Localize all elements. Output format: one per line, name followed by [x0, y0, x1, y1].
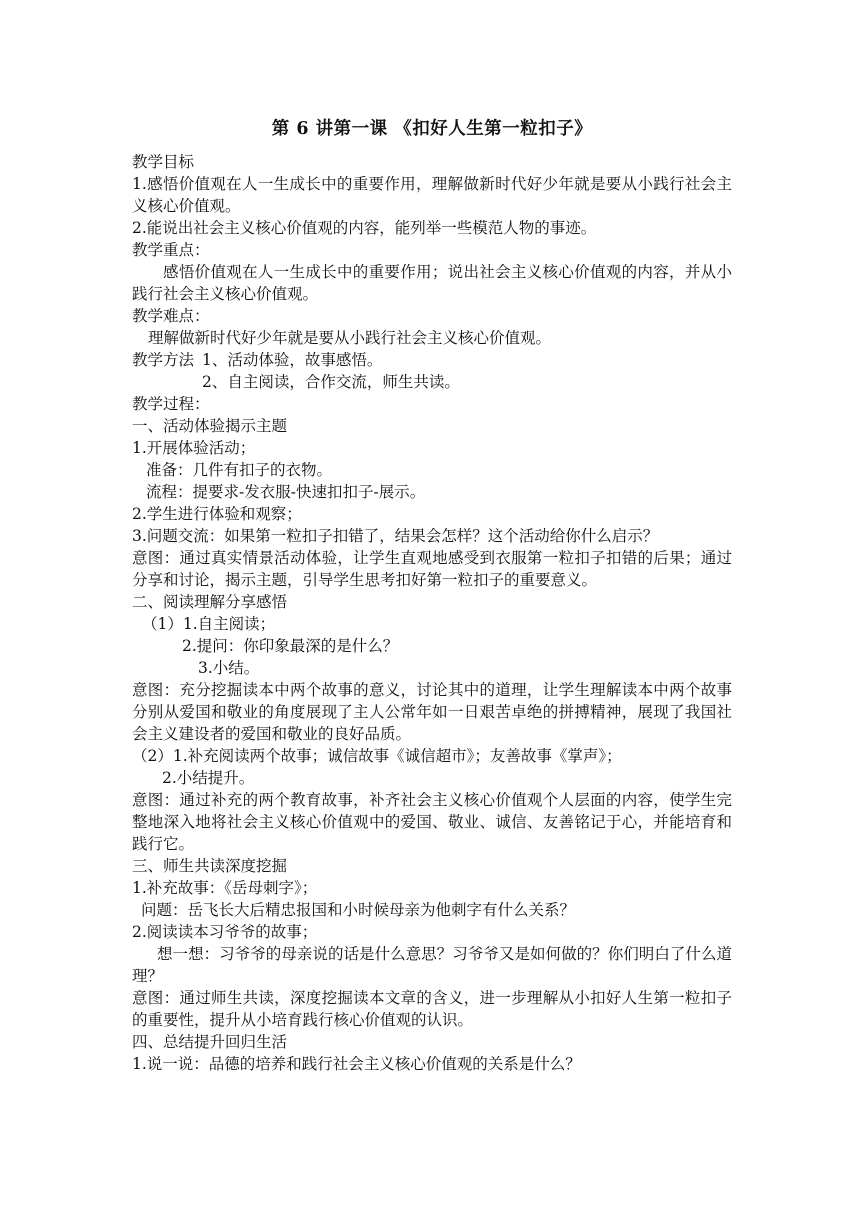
key-points-text: 感悟价值观在人一生成长中的重要作用；说出社会主义核心价值观的内容，并从小践行社会主义核心价值观。 — [132, 263, 732, 303]
method-1: 1、活动体验，故事感悟。 — [202, 351, 383, 369]
step-2-2-2: 2.小结提升。 — [162, 769, 255, 787]
objective-1: 1.感悟价值观在人一生成长中的重要作用，理解做新时代好少年就是要从小践行社会主义核心价值观。 — [132, 175, 732, 215]
part-1-heading: 一、活动体验揭示主题 — [132, 417, 288, 435]
part-3-intent: 意图：通过师生共读，深度挖掘读本文章的含义，进一步理解从小扣好人生第一粒扣子的重要性，提升从小培育践行核心价值观的认识。 — [132, 989, 732, 1029]
section-heading-key-points: 教学重点： — [132, 241, 210, 259]
section-heading-difficulties: 教学难点： — [132, 307, 210, 325]
section-heading-process: 教学过程： — [132, 395, 210, 413]
objective-2: 2.能说出社会主义核心价值观的内容，能列举一些模范人物的事迹。 — [132, 219, 597, 237]
part-2-intent-1: 意图：充分挖掘读本中两个故事的意义，讨论其中的道理，让学生理解读本中两个故事分别从爱国和敬业的角度展现了主人公常年如一日艰苦卓绝的拼搏精神，展现了我国社会主义建设者的爱国和敬业的良好品质。 — [132, 681, 732, 743]
step-3-2: 2.阅读读本习爷爷的故事； — [132, 923, 318, 941]
step-1-flow: 流程：提要求-发衣服-快速扣扣子-展示。 — [146, 483, 426, 501]
step-3-1-question: 问题：岳飞长大后精忠报国和小时候母亲为他刺字有什么关系？ — [141, 901, 576, 919]
step-3-1: 1.补充故事：《岳母刺字》； — [132, 879, 318, 897]
step-3-2-think: 想一想：习爷爷的母亲说的话是什么意思？习爷爷又是如何做的？你们明白了什么道理？ — [132, 945, 732, 985]
step-2-1-3: 3.小结。 — [198, 659, 260, 677]
difficulties-text: 理解做新时代好少年就是要从小践行社会主义核心价值观。 — [148, 329, 552, 347]
step-1-prepare: 准备：几件有扣子的衣物。 — [146, 461, 333, 479]
step-1-3: 3.问题交流：如果第一粒扣子扣错了，结果会怎样？这个活动给你什么启示？ — [132, 527, 659, 545]
methods-label: 教学方法 — [132, 351, 195, 369]
lesson-title: 第 6 讲第一课 《扣好人生第一粒扣子》 — [271, 119, 593, 139]
step-2-1-1: （1）1.自主阅读； — [142, 615, 276, 633]
step-2-2-1: （2）1.补充阅读两个故事；诚信故事《诚信超市》；友善故事《掌声》； — [132, 747, 622, 765]
part-3-heading: 三、师生共读深度挖掘 — [132, 857, 288, 875]
document-body — [132, 117, 732, 1075]
section-heading-objectives: 教学目标 — [132, 153, 195, 171]
part-2-heading: 二、阅读理解分享感悟 — [132, 593, 288, 611]
step-1-1: 1.开展体验活动； — [132, 439, 256, 457]
part-2-intent-2: 意图：通过补充的两个教育故事，补齐社会主义核心价值观个人层面的内容，使学生完整地深入地将社会主义核心价值观中的爱国、敬业、诚信、友善铭记于心，并能培育和践行它。 — [132, 791, 732, 853]
step-2-1-2: 2.提问：你印象最深的是什么？ — [182, 637, 399, 655]
step-1-2: 2.学生进行体验和观察； — [132, 505, 302, 523]
part-1-intent: 意图：通过真实情景活动体验，让学生直观地感受到衣服第一粒扣子扣错的后果；通过分享和讨论，揭示主题，引导学生思考扣好第一粒扣子的重要意义。 — [132, 549, 732, 589]
method-2: 2、自主阅读，合作交流，师生共读。 — [202, 373, 460, 391]
step-4-1: 1.说一说：品德的培养和践行社会主义核心价值观的关系是什么？ — [132, 1055, 581, 1073]
methods-line-1 — [132, 349, 732, 371]
part-4-heading: 四、总结提升回归生活 — [132, 1033, 288, 1051]
